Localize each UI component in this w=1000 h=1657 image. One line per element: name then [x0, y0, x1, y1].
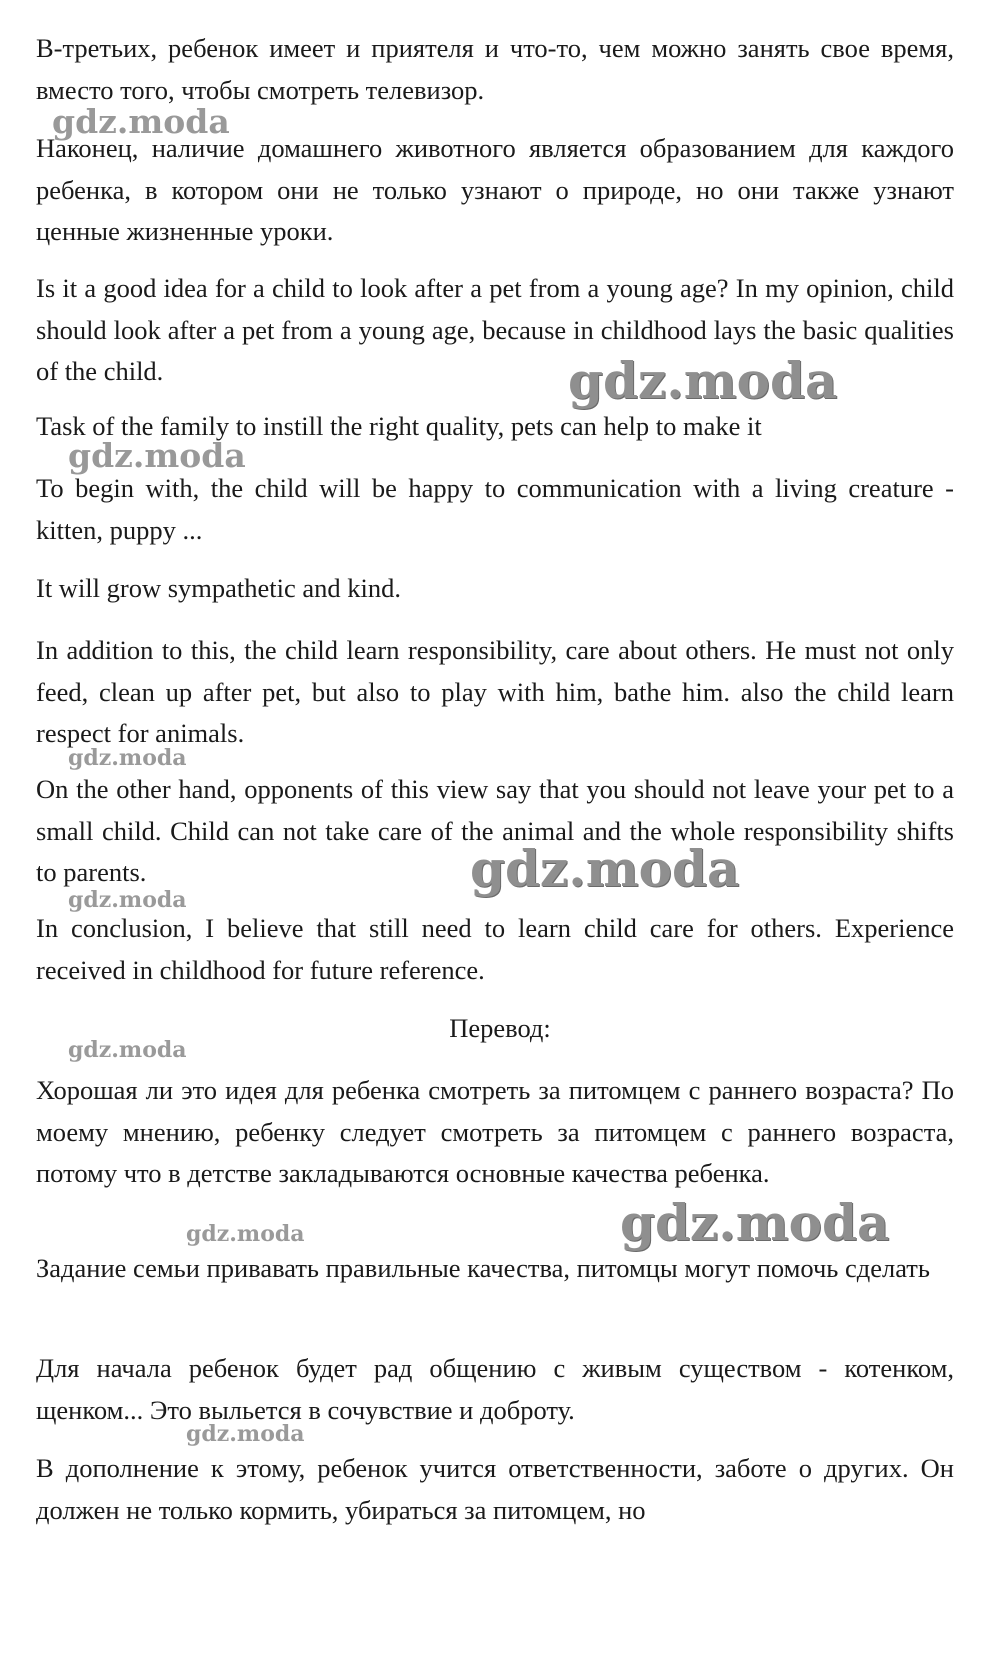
paragraph-addition-ru: В дополнение к этому, ребенок учится ответственности, заботе о других. Он должен не только кормить, убираться за питомцем, но [36, 1453, 954, 1525]
paragraph-intro-en: Is it a good idea for a child to look after a pet from a young age? In my opinion, child should look after a pet from a young age, because in childhood lays the basic qualities of the child. [36, 273, 954, 386]
watermark: gdz.moda [186, 1421, 305, 1447]
paragraph-begin-en: To begin with, the child will be happy to communication with a living creature - kitten, puppy ... [36, 473, 954, 545]
watermark: gdz.moda [68, 1037, 187, 1063]
watermark: gdz.moda [186, 1221, 305, 1247]
watermark: gdz.moda [568, 351, 838, 410]
watermark: gdz.moda [620, 1193, 890, 1252]
watermark: gdz.moda [52, 102, 230, 141]
paragraph-other-hand-en: On the other hand, opponents of this view say that you should not leave your pet to a small child. Child can not take care of the animal and the whole responsibility shifts to parents. [36, 774, 954, 887]
paragraph-thirdly-ru: В-третьих, ребенок имеет и приятеля и что-то, чем можно занять свое время, вместо того, чтобы смотреть телевизор. [36, 33, 954, 105]
translation-heading: Перевод: [449, 1013, 551, 1043]
paragraph-finally-ru: Наконец, наличие домашнего животного является образованием для каждого ребенка, в котором они не только узнают о природе, но они также узнают ценные жизненные уроки. [36, 133, 954, 246]
paragraph-task-en: Task of the family to instill the right quality, pets can help to make it [36, 411, 762, 441]
paragraph-task-ru: Задание семьи привавать правильные качества, питомцы могут помочь сделать [36, 1253, 930, 1283]
watermark: gdz.moda [68, 745, 187, 771]
watermark: gdz.moda [470, 839, 740, 898]
paragraph-conclusion-en: In conclusion, I believe that still need to learn child care for others. Experience received in childhood for future reference. [36, 913, 954, 985]
watermark: gdz.moda [68, 436, 246, 475]
paragraph-grow-en: It will grow sympathetic and kind. [36, 573, 402, 603]
paragraph-addition-en: In addition to this, the child learn responsibility, care about others. He must not only feed, clean up after pet, but also to play with him, bathe him. also the child learn respect for animals. [36, 635, 954, 748]
watermark: gdz.moda [68, 887, 187, 913]
paragraph-begin-ru: Для начала ребенок будет рад общению с живым существом - котенком, щенком... Это выльется в сочувствие и доброту. [36, 1353, 954, 1425]
paragraph-intro-ru: Хорошая ли это идея для ребенка смотреть за питомцем с раннего возраста? По моему мнению, ребенку следует смотреть за питомцем с раннего возраста, потому что в детстве закладываются основные качества ребенка. [36, 1075, 954, 1188]
